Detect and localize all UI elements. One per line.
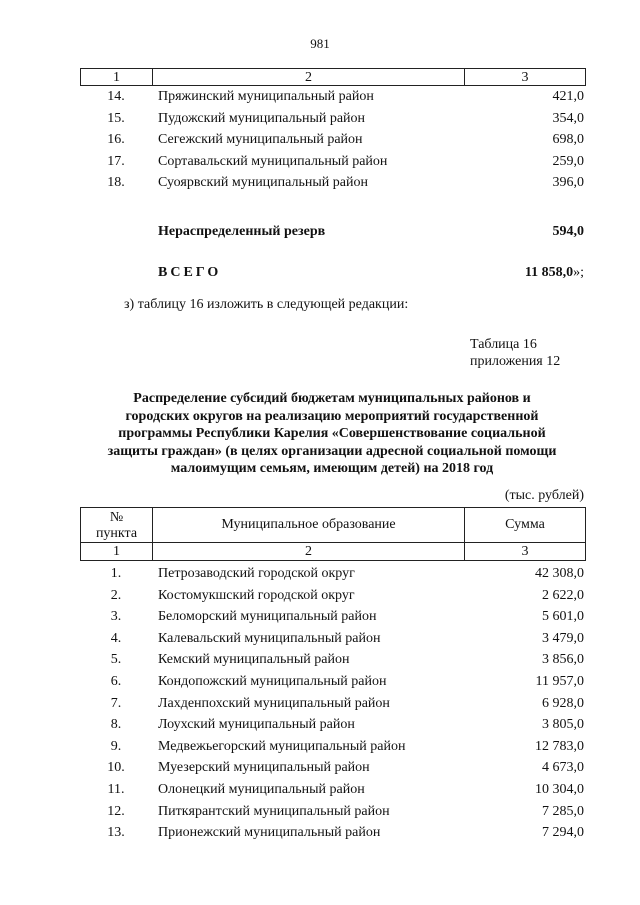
table-index-header	[80, 68, 586, 86]
total-row	[80, 263, 586, 283]
table-row	[80, 801, 586, 823]
table-row	[80, 714, 586, 736]
total-suffix: »;	[573, 265, 584, 280]
reserve-label: Нераспределенный резерв	[158, 224, 326, 239]
table-row	[80, 108, 586, 130]
table-row	[80, 172, 586, 194]
table-body	[80, 86, 586, 194]
col-index-1: 1	[81, 543, 153, 560]
subsidy-table	[80, 507, 586, 844]
municipality-name: Беломорский муниципальный район	[158, 609, 377, 625]
table-row	[80, 86, 586, 108]
municipality-name: Суоярвский муниципальный район	[158, 175, 368, 191]
col-header-number	[81, 508, 153, 542]
instruction-text: з) таблицу 16 изложить в следующей редакции:	[124, 297, 409, 312]
col-index-3: 3	[521, 70, 529, 85]
table-row	[80, 779, 586, 801]
row-number: 11.	[107, 781, 125, 797]
municipality-name: Костомукшский городской округ	[158, 587, 355, 603]
table-row	[80, 693, 586, 715]
subsidy-amount: 6 928,0	[542, 695, 584, 711]
page-number: 981	[310, 36, 330, 51]
subsidy-amount: 396,0	[552, 175, 584, 191]
municipality-name: Питкярантский муниципальный район	[158, 803, 390, 819]
caption-line-2: приложения 12	[470, 354, 561, 369]
subsidy-amount: 698,0	[552, 132, 584, 148]
municipality-name: Петрозаводский городской округ	[158, 566, 355, 581]
subsidy-amount: 42 308,0	[535, 566, 584, 581]
subsidy-amount: 3 856,0	[542, 652, 584, 668]
title-line-3: программы Республики Карелия «Совершенствование социальной	[118, 426, 546, 441]
col-header-amount: Сумма	[505, 517, 545, 532]
municipality-name: Кемский муниципальный район	[158, 652, 350, 668]
title-line-1: Распределение субсидий бюджетам муниципальных районов и	[133, 391, 531, 406]
title-line-4: защиты граждан» (в целях организации адресной социальной помощи	[107, 443, 557, 459]
subsidy-amount: 3 805,0	[542, 717, 584, 733]
table-row	[80, 129, 586, 151]
subsidy-amount: 7 285,0	[542, 803, 584, 819]
table-row	[80, 151, 586, 173]
table-continuation	[80, 68, 586, 194]
subsidy-amount: 3 479,0	[542, 630, 584, 646]
municipality-name: Медвежьегорский муниципальный район	[158, 738, 406, 754]
reserve-amount: 594,0	[552, 224, 584, 239]
caption-line-1: Таблица 16	[470, 337, 537, 352]
subsidy-amount: 7 294,0	[542, 825, 584, 841]
total-label: ВСЕГО	[158, 265, 222, 280]
subsidy-amount: 11 957,0	[535, 673, 584, 689]
row-number: 18.	[107, 175, 125, 191]
row-number: 6.	[110, 673, 122, 689]
table-row	[80, 822, 586, 844]
municipality-name: Лахденпохский муниципальный район	[158, 695, 390, 711]
row-number: 3.	[110, 609, 122, 625]
subsidy-amount: 2 622,0	[542, 587, 584, 603]
row-number: 15.	[107, 110, 125, 126]
total-amount: 11 858,0	[524, 265, 574, 280]
row-number: 16.	[107, 132, 125, 148]
table-row	[80, 671, 586, 693]
subsidy-amount: 10 304,0	[535, 781, 584, 797]
table-index-header	[80, 543, 586, 561]
reserve-row	[80, 222, 586, 242]
municipality-name: Сортавальский муниципальный район	[158, 153, 388, 169]
title-line-5: малоимущим семьям, имеющим детей) на 2018 год	[170, 461, 494, 476]
table-row	[80, 649, 586, 671]
subsidy-amount: 5 601,0	[542, 609, 584, 625]
table-row	[80, 606, 586, 628]
municipality-name: Прионежский муниципальный район	[158, 825, 381, 841]
municipality-name: Сегежский муниципальный район	[158, 132, 363, 148]
units-label: (тыс. рублей)	[504, 488, 584, 503]
col-index-2: 2	[153, 543, 465, 560]
table-header	[80, 507, 586, 543]
table-body	[80, 561, 586, 844]
row-number: 5.	[110, 652, 122, 668]
municipality-name: Пудожский муниципальный район	[158, 110, 366, 126]
col-index-1: 1	[81, 69, 153, 85]
subsidy-amount: 4 673,0	[542, 760, 584, 776]
col-header-number-line2: пункта	[95, 526, 138, 541]
table-row	[80, 628, 586, 650]
municipality-name: Пряжинский муниципальный район	[158, 89, 374, 104]
row-number: 8.	[110, 717, 122, 733]
table-row	[80, 563, 586, 585]
row-number: 7.	[110, 695, 122, 711]
row-number: 17.	[107, 153, 125, 169]
subsidy-amount: 354,0	[552, 110, 584, 126]
municipality-name: Муезерский муниципальный район	[158, 760, 370, 776]
municipality-name: Олонецкий муниципальный район	[158, 781, 365, 797]
col-header-number-line1: №	[109, 510, 124, 525]
row-number: 9.	[110, 738, 122, 754]
subsidy-amount: 421,0	[552, 89, 584, 104]
col-header-name: Муниципальное образование	[153, 508, 465, 542]
municipality-name: Лоухский муниципальный район	[158, 717, 355, 733]
row-number: 10.	[107, 760, 125, 776]
row-number: 1.	[110, 566, 122, 581]
subsidy-amount: 12 783,0	[535, 738, 584, 754]
col-index-3: 3	[521, 544, 529, 559]
row-number: 4.	[110, 630, 122, 646]
row-number: 12.	[107, 803, 125, 819]
municipality-name: Кондопожский муниципальный район	[158, 673, 387, 689]
table-caption	[470, 336, 560, 370]
row-number: 13.	[107, 825, 125, 841]
subsidy-amount: 259,0	[552, 153, 584, 169]
table-row	[80, 757, 586, 779]
table-row	[80, 585, 586, 607]
title-line-2: городских округов на реализацию мероприятий государственной	[125, 408, 539, 424]
table-title	[86, 390, 578, 478]
total-amount-wrap	[386, 263, 586, 283]
col-index-2: 2	[153, 69, 465, 85]
table-row	[80, 736, 586, 758]
municipality-name: Калевальский муниципальный район	[158, 630, 381, 646]
row-number: 14.	[107, 89, 125, 104]
row-number: 2.	[110, 587, 122, 603]
